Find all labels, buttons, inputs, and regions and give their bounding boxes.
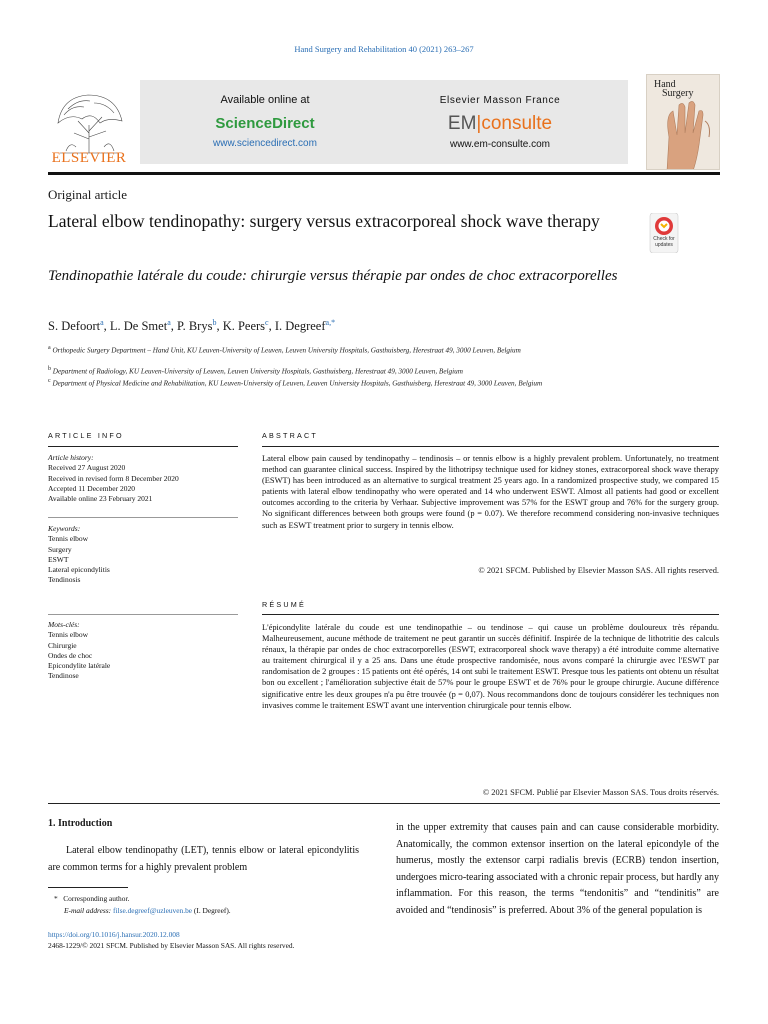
cover-title-surgery: Surgery bbox=[662, 88, 694, 99]
motscles-heading: Mots-clés: bbox=[48, 620, 80, 629]
footnote-rule bbox=[48, 887, 128, 888]
resume-rule bbox=[262, 614, 719, 615]
author-1[interactable]: S. Defoort bbox=[48, 319, 101, 334]
affiliation-a bbox=[48, 343, 638, 355]
abstract-copyright: © 2021 SFCM. Published by Elsevier Masson SAS. All rights reserved. bbox=[478, 566, 719, 575]
sciencedirect-logo[interactable]: ScienceDirect bbox=[215, 115, 315, 132]
abstract-text: Lateral elbow pain caused by tendinopathy – tendinosis – or tennis elbow is a highly prevalent problem. Unfortunately, no treatment method can guarantee clinical success. Inspired by the lithotripsy technique used for kidney stones, extracorporeal shock wave therapy (ESWT) has been introduced as an alternative to surgical treatment 25 years ago. In a randomized prospective study, we compared 15 patients with lateral elbow tendinopathy who were operated and 14 who underwent ESWT. Almost all patients had good or excellent outcomes according to the criteria by Verhaar. Subjective improvement was 57% for the ESWT group and 76% for the surgery group. No significant differences between both groups were found (p = 0.07). We therefore recommend considering non-invasive techniques such as ESWT treatment prior to surgery in tennis elbow. bbox=[262, 454, 719, 530]
motscles-rule bbox=[48, 614, 238, 615]
affiliation-a-mark: a bbox=[48, 345, 51, 351]
introduction-paragraph-right: in the upper extremity that causes pain and can cause considerable morbidity. Anatomically, the common extensor insertion on the lateral epicondyle of the humerus, mostly the extensor carpi radialis brevis (ECRB) tendon insertion, undergoes micro-tearing associated with a chronic repair process, but hardly any inflammation. For this reason, the terms “tendonitis” and “tendinitis” are avoided and “tendinosis” is preferred. About 3% of the general population is bbox=[396, 822, 719, 916]
motcle-item: Epicondylite latérale bbox=[48, 661, 111, 671]
journal-reference[interactable]: Hand Surgery and Rehabilitation 40 (2021) 263–267 bbox=[294, 44, 474, 54]
affiliation-b-text: Department of Radiology, KU Leuven-University of Leuven, Leuven University Hospitals, Gasthuisberg, Herestraat 49, 3000 Leuven, Belgium bbox=[52, 367, 463, 376]
header-rule bbox=[48, 172, 720, 175]
article-type: Original article bbox=[48, 187, 128, 202]
affiliation-b bbox=[48, 364, 638, 376]
em-consulte-logo[interactable] bbox=[400, 113, 600, 135]
email-note bbox=[64, 906, 231, 915]
introduction-paragraph-left: Lateral elbow tendinopathy (LET), tennis elbow or lateral epicondylitis are common terms for a highly prevalent problem bbox=[48, 845, 359, 873]
affiliation-c-text: Department of Physical Medicine and Rehabilitation, KU Leuven-University of Leuven, Leuven University Hospitals, Gasthuisberg, Herestraat 49, 3000 Leuven, Belgium bbox=[52, 379, 543, 388]
article-title: Lateral elbow tendinopathy: surgery versus extracorporeal shock wave therapy bbox=[48, 211, 600, 231]
introduction-heading: 1. Introduction bbox=[48, 818, 113, 829]
resume-text: L'épicondylite latérale du coude est une tendinopathie – ou tendinose – qui cause un problème douloureux très répandu. Malheureusement, aucune méthode de traitement ne peut garantir un succès définitif. Inspirée de la technique de lithotritie des calculs rénaux, la thérapie par ondes de choc extracorporelles (ESWT, extracorporeal shock wave therapy) a été introduite comme alternative au traitement chirurgical il y a 25 ans. Dans une étude prospective randomisée, nous avons comparé la chirurgie avec l'ESWT par randomisation de 2 groupes : 15 patients ont été opérés, 14 ont subi le traitement ESWT. Presque tous les patients ont obtenu un résultat bon ou excellent ; l'amélioration subjective était de 57% pour le groupe ESWT et de 76% pour le groupe chirurgie. Aucune différence significative entre les deux groupes n'a pu être trouvée (p = 0,07). Nous recommandons donc de toujours considérer les techniques non invasives comme le traitement ESWT avant une intervention chirurgicale pour tennis elbow. bbox=[262, 623, 719, 710]
resume-copyright: © 2021 SFCM. Publié par Elsevier Masson SAS. Tous droits réservés. bbox=[482, 788, 719, 797]
article-subtitle-french: Tendinopathie latérale du coude: chirurgie versus thérapie par ondes de choc extracorporelles bbox=[48, 268, 618, 284]
article-info-label: ARTICLE INFO bbox=[48, 431, 124, 440]
cover-title-hand: Hand bbox=[654, 79, 676, 90]
keyword-item: ESWT bbox=[48, 554, 69, 564]
author-3-affil[interactable]: b bbox=[212, 318, 217, 327]
resume-label: RÉSUMÉ bbox=[262, 600, 306, 609]
email-suffix: (I. Degreef). bbox=[193, 906, 231, 915]
affiliation-b-mark: b bbox=[48, 366, 51, 372]
motcle-item: Tendinose bbox=[48, 671, 79, 681]
history-received: Received 27 August 2020 bbox=[48, 463, 126, 473]
affiliation-c-mark: c bbox=[48, 378, 51, 384]
abstract-rule bbox=[262, 446, 719, 447]
author-4[interactable]: K. Peers bbox=[222, 319, 266, 334]
em-consulte-link[interactable]: www.em-consulte.com bbox=[449, 139, 551, 150]
author-list: S. Defoort$^a$, L. De Smet$^a$, P. Brys$^b$, K. Peers$^c$, I. Degreef$^{a,*}$ bbox=[48, 318, 336, 334]
em-divider: | bbox=[476, 113, 482, 134]
article-history bbox=[48, 453, 238, 504]
keyword-item: Surgery bbox=[48, 544, 72, 554]
available-online-label: Available online at bbox=[220, 94, 310, 106]
issn-copyright: 2468-1229/© 2021 SFCM. Published by Elsevier Masson SAS. All rights reserved. bbox=[48, 941, 295, 950]
author-1-affil[interactable]: a bbox=[100, 318, 104, 327]
corresponding-author-note bbox=[54, 894, 129, 903]
publisher-name: Elsevier Masson France bbox=[439, 95, 561, 106]
history-online: Available online 23 February 2021 bbox=[48, 494, 153, 504]
crossmark-text: Check for updates bbox=[653, 236, 675, 248]
affiliation-c bbox=[48, 376, 638, 388]
corresponding-text: Corresponding author. bbox=[63, 894, 130, 903]
author-3[interactable]: P. Brys bbox=[177, 319, 213, 334]
history-accepted: Accepted 11 December 2020 bbox=[48, 483, 135, 493]
motcle-item: Tennis elbow bbox=[48, 630, 89, 640]
keyword-item: Lateral epicondylitis bbox=[48, 565, 110, 575]
article-info-rule bbox=[48, 446, 238, 447]
em-prefix: EM bbox=[447, 113, 477, 134]
email-label: E-mail address: bbox=[64, 906, 112, 915]
check-for-updates-badge[interactable] bbox=[646, 213, 682, 253]
history-revised: Received in revised form 8 December 2020 bbox=[48, 473, 179, 483]
abstract-bottom-rule bbox=[48, 803, 720, 804]
history-heading: Article history: bbox=[48, 453, 94, 462]
elsevier-wordmark: ELSEVIER bbox=[51, 150, 127, 166]
motcle-item: Ondes de choc bbox=[48, 650, 93, 660]
author-2-affil[interactable]: a bbox=[167, 318, 171, 327]
corresponding-mark: * bbox=[54, 894, 58, 903]
email-link[interactable]: filse.degreef@uzleuven.be bbox=[113, 906, 193, 915]
motscles-block bbox=[48, 620, 238, 682]
affiliation-a-text: Orthopedic Surgery Department – Hand Unit, KU Leuven-University of Leuven, Leuven University Hospitals, Gasthuisberg, Herestraat 49, 3000 Leuven, Belgium bbox=[52, 346, 521, 355]
em-suffix: consulte bbox=[481, 113, 553, 134]
keywords-rule bbox=[48, 517, 238, 518]
doi-link[interactable]: https://doi.org/10.1016/j.hansur.2020.12.008 bbox=[48, 930, 180, 939]
cover-title bbox=[654, 80, 693, 98]
sciencedirect-link[interactable]: www.sciencedirect.com bbox=[213, 138, 317, 149]
author-4-affil[interactable]: c bbox=[265, 318, 269, 327]
author-5-affil[interactable]: a,* bbox=[325, 318, 336, 327]
keyword-item: Tendinosis bbox=[48, 575, 81, 585]
keywords-heading: Keywords: bbox=[48, 524, 81, 533]
motcle-item: Chirurgie bbox=[48, 640, 77, 650]
author-5[interactable]: I. Degreef bbox=[274, 319, 326, 334]
abstract-label: ABSTRACT bbox=[262, 431, 318, 440]
keywords-block bbox=[48, 524, 238, 586]
keyword-item: Tennis elbow bbox=[48, 534, 89, 544]
author-2[interactable]: L. De Smet bbox=[109, 319, 168, 334]
